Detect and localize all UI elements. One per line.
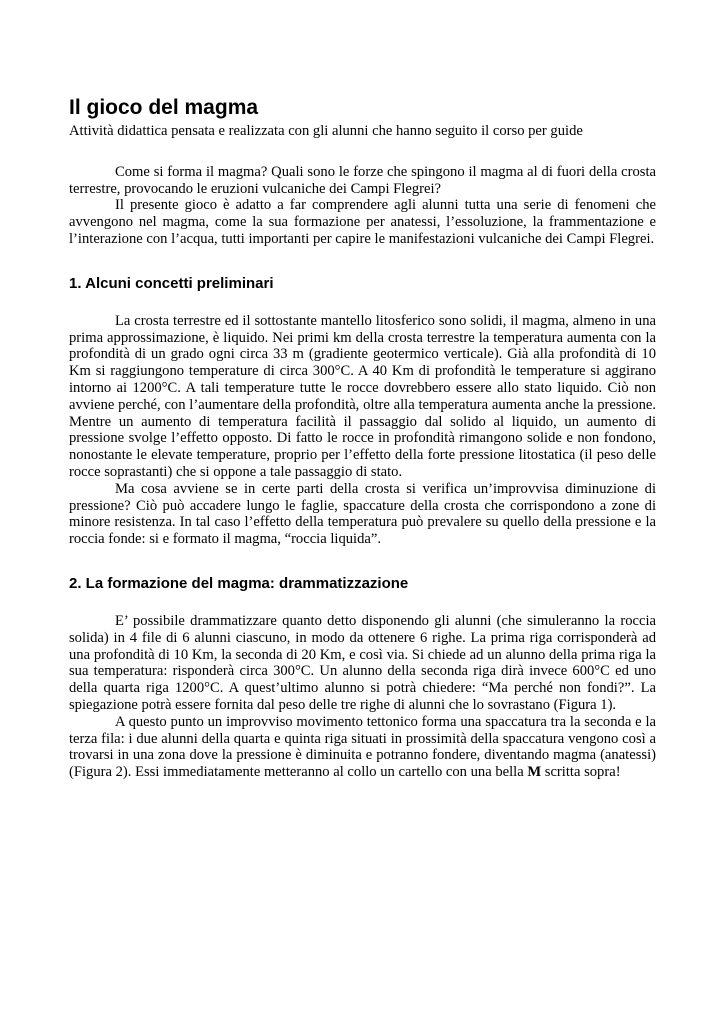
paragraph-text: A questo punto un improvviso movimento tettonico forma una spaccatura tra la seconda e la terza fila: i due alunni della quarta e quinta riga situati in prossimità della spaccatura vengono così a trovarsi in una zona dove la pressione è diminuita e potranno fondere, diventando magma (anatessi) (Figura 2). Essi immediatamente metteranno al collo un cartello con una bella bbox=[69, 713, 656, 781]
section-2-paragraph-1: E’ possibile drammatizzare quanto detto disponendo gli alunni (che simuleranno la roccia solida) in 4 file di 6 alunni ciascuno, in modo da ottenere 6 righe. La prima riga corrisponderà ad una profondità di 10 Km, la seconda di 20 Km, e così via. Si chiede ad un alunno della prima riga la sua temperatura: risponderà circa 300°C. Un alunno della seconda riga dirà invece 600°C ed uno della quarta riga 1200°C. A quest’ultimo alunno si potrà chiedere: “Ma perché non fondi?”. La spiegazione potrà essere fornita dal peso delle tre righe di alunni che lo sovrastano (Figura 1). bbox=[69, 612, 656, 713]
spacer bbox=[69, 548, 656, 575]
document-subtitle: Attività didattica pensata e realizzata con gli alunni che hanno seguito il corso per guide bbox=[69, 123, 583, 139]
section-1-heading: 1. Alcuni concetti preliminari bbox=[69, 274, 274, 292]
paragraph-text: scritta sopra! bbox=[541, 764, 621, 781]
section-1-paragraph-1: La crosta terrestre ed il sottostante mantello litosferico sono solidi, il magma, almeno in una prima approssimazione, è liquido. Nei primi km della crosta terrestre la temperatura aumenta con la profondità di un grado ogni circa 33 m (gradiente geotermico verticale). Già alla profondità di 10 Km si raggiungono temperature di circa 300°C. A 40 Km di profondità le temperature si aggirano intorno ai 1200°C. A tali temperature tutte le rocce dovrebbero essere allo stato liquido. Ciò non avviene perché, con l’aumentare della profondità, oltre alla temperatura aumenta anche la pressione. Mentre un aumento di temperatura facilità il passaggio dal solido al liquido, un aumento di pressione svolge l’effetto opposto. Di fatto le rocce in profondità rimangono solide e non fondono, nonostante le elevate temperature, proprio per l’effetto della forte pressione litostatica (il peso delle rocce soprastanti) che si oppone a tale passaggio di stato. bbox=[69, 312, 656, 480]
section-2-paragraph-2 bbox=[69, 714, 656, 781]
document-page bbox=[69, 96, 656, 781]
document-title: Il gioco del magma bbox=[69, 96, 259, 119]
magma-letter: M bbox=[527, 764, 542, 781]
section-1-paragraph-2: Ma cosa avviene se in certe parti della crosta si verifica un’improvvisa diminuzione di pressione? Ciò può accadere lungo le faglie, spaccature della crosta che corrispondono a zone di minore resistenza. In tal caso l’effetto della temperatura può prevalere su quello della pressione e la roccia fonde: si e formato il magma, “roccia liquida”. bbox=[69, 480, 656, 548]
intro-paragraph-2: Il presente gioco è adatto a far comprendere agli alunni tutta una serie di fenomeni che avvengono nel magma, come la sua formazione per anatessi, l’essoluzione, la frammentazione e l’interazione con l’acqua, tutti importanti per capire le manifestazioni vulcaniche dei Campi Flegrei. bbox=[69, 197, 656, 247]
section-2-heading: 2. La formazione del magma: drammatizzazione bbox=[69, 574, 409, 592]
intro-paragraph-1: Come si forma il magma? Quali sono le forze che spingono il magma al di fuori della crosta terrestre, provocando le eruzioni vulcaniche dei Campi Flegrei? bbox=[69, 163, 656, 197]
spacer bbox=[69, 248, 656, 275]
